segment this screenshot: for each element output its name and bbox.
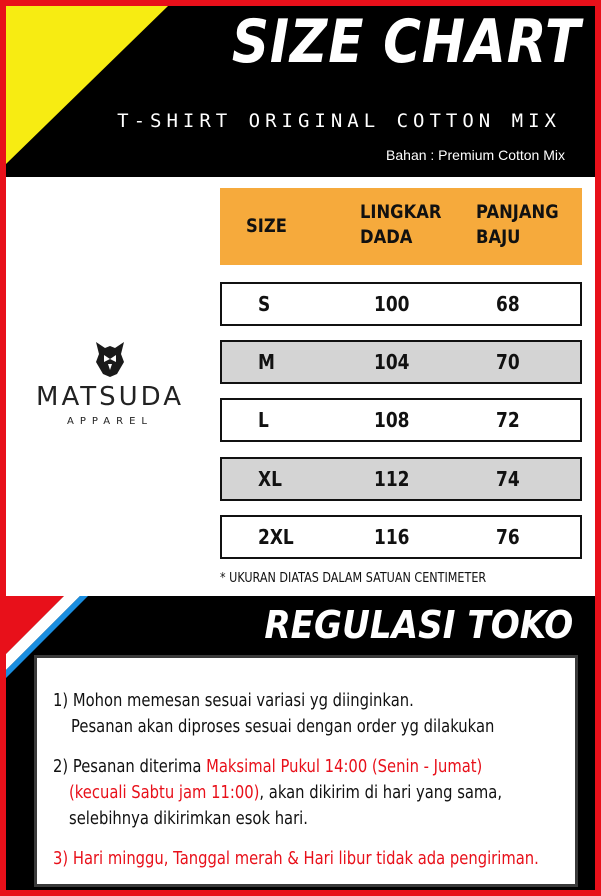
rule-2-line-1 [53,754,482,780]
chest-cell: 100 [374,292,410,316]
table-row [220,457,582,501]
column-header-size: SIZE [246,215,287,237]
product-subtitle: T-SHIRT ORIGINAL COTTON MIX [117,110,561,132]
header-banner [6,6,595,177]
brand-name: MATSUDA [36,382,184,412]
table-row [220,282,582,326]
size-cell: L [258,408,269,432]
size-cell: XL [258,467,282,491]
chest-cell: 112 [374,467,410,491]
size-table-header [220,188,582,265]
brand-tagline: APPAREL [67,416,153,427]
rule-2-line-3: selebihnya dikirimkan esok hari. [69,808,308,829]
size-cell: S [258,292,271,316]
chest-cell: 108 [374,408,410,432]
rule-2-prefix: 2) Pesanan diterima [53,756,207,777]
brand-logo [24,340,196,427]
page-title: SIZE CHART [231,7,581,77]
length-cell: 72 [496,408,520,432]
size-cell: 2XL [258,525,294,549]
rule-2-rest: , akan dikirim di hari yang sama, [259,782,503,803]
length-cell: 74 [496,467,520,491]
material-label: Bahan : Premium Cotton Mix [386,147,565,163]
length-cell: 76 [496,525,520,549]
table-row [220,515,582,559]
rule-2-saturday-highlight: (kecuali Sabtu jam 11:00) [69,782,260,803]
length-cell: 68 [496,292,520,316]
column-header-chest: LINGKAR DADA [360,201,442,248]
rule-3: 3) Hari minggu, Tanggal merah & Hari libur tidak ada pengiriman. [53,848,539,869]
yellow-corner-accent [6,6,176,177]
regulasi-rules-box [34,655,578,887]
table-row [220,398,582,442]
regulasi-title: REGULASI TOKO [264,603,573,647]
chest-cell: 116 [374,525,410,549]
chest-cell: 104 [374,350,410,374]
owl-icon [93,340,127,378]
rule-2-time-highlight: Maksimal Pukul 14:00 (Senin - Jumat) [206,756,483,777]
rule-2-line-2 [69,780,502,806]
table-row [220,340,582,384]
length-cell: 70 [496,350,520,374]
rule-1-line-2: Pesanan akan diproses sesuai dengan order yg dilakukan [71,716,495,737]
column-header-length: PANJANG BAJU [476,201,559,248]
rule-1-line-1: 1) Mohon memesan sesuai variasi yg diinginkan. [53,690,414,711]
unit-footnote: * UKURAN DIATAS DALAM SATUAN CENTIMETER [220,571,487,586]
size-cell: M [258,350,275,374]
